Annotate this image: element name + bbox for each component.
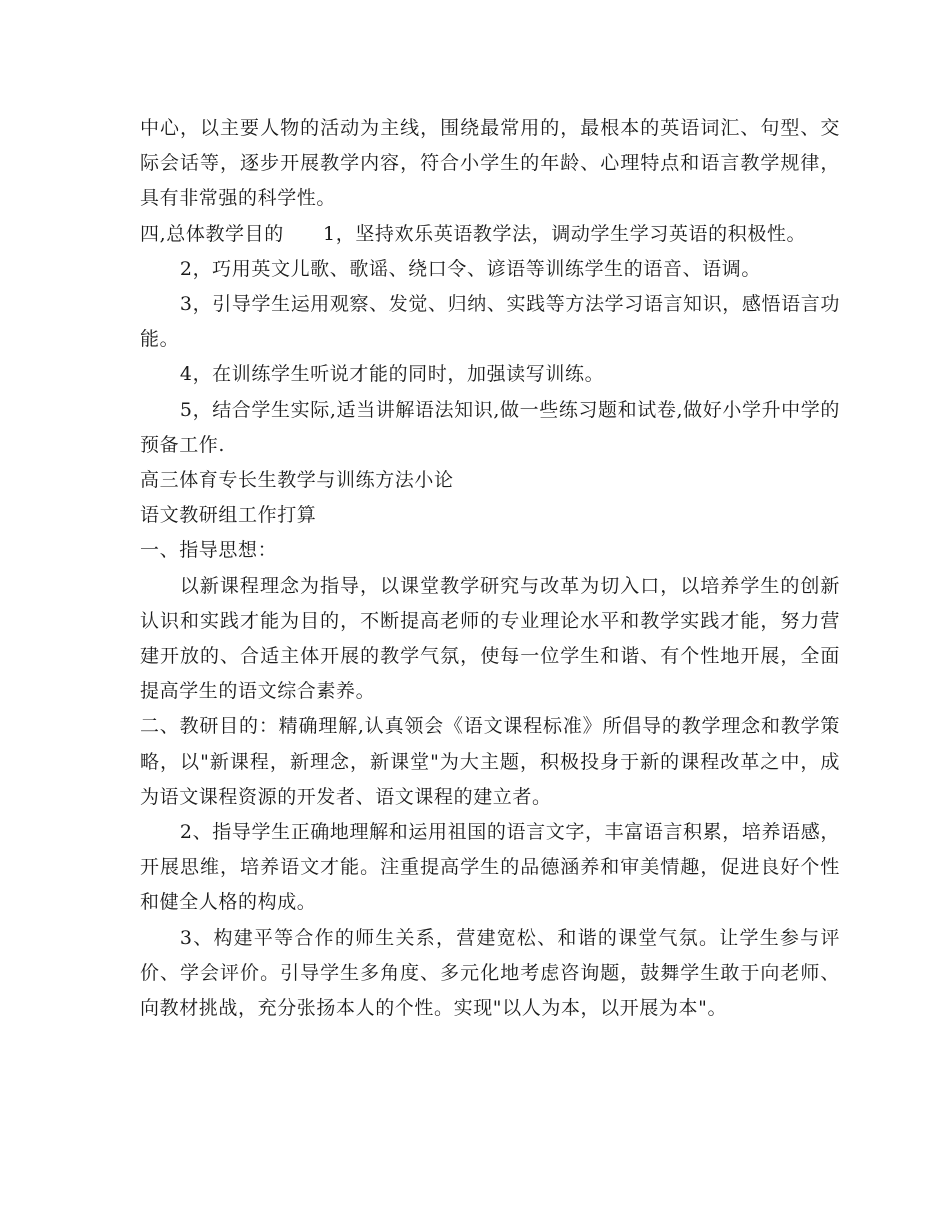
paragraph-continuation: 中心，以主要人物的活动为主线，围绕最常用的，最根本的英语词汇、句型、交际会话等，逐步开展教学内容，符合小学生的年龄、心理特点和语言教学规律，具有非常强的科学性。 [140, 117, 840, 210]
document-page [140, 111, 840, 1026]
heading-guiding-ideology: 一、指导思想： [140, 539, 278, 562]
paragraph-goal-4: 4，在训练学生听说才能的同时，加强读写训练。 [179, 363, 605, 386]
paragraph-research-goal-2: 2、指导学生正确地理解和运用祖国的语言文字，丰富语言积累，培养语感，开展思维，培养语文才能。注重提高学生的品德涵养和审美情趣，促进良好个性和健全人格的构成。 [140, 821, 840, 914]
paragraph-guiding-ideology: 以新课程理念为指导，以课堂教学研究与改革为切入口，以培养学生的创新认识和实践才能为目的，不断提高老师的专业理论水平和教学实践才能，努力营建开放的、合适主体开展的教学气氛，使每一位学生和谐、有个性地开展，全面提高学生的语文综合素养。 [140, 574, 840, 703]
heading-work-plan: 语文教研组工作打算 [140, 504, 317, 527]
paragraph-research-goals: 二、教研目的：精确理解,认真领会《语文课程标准》所倡导的教学理念和教学策略，以"新课程，新理念，新课堂"为大主题，积极投身于新的课程改革之中，成为语文课程资源的开发者、语文课程的建立者。 [140, 715, 840, 808]
paragraph-goal-5: 5，结合学生实际,适当讲解语法知识,做一些练习题和试卷,做好小学升中学的预备工作. [140, 398, 840, 456]
paragraph-goal-3: 3，引导学生运用观察、发觉、归纳、实践等方法学习语言知识，感悟语言功能。 [140, 293, 840, 351]
paragraph-goal-2: 2，巧用英文儿歌、歌谣、绕口令、谚语等训练学生的语音、语调。 [179, 257, 761, 280]
paragraph-research-goal-3: 3、构建平等合作的师生关系，营建宽松、和谐的课堂气氛。让学生参与评价、学会评价。引导学生多角度、多元化地考虑咨询题，鼓舞学生敢于向老师、向教材挑战，充分张扬本人的个性。实现"以人为本，以开展为本"。 [140, 926, 840, 1020]
heading-pe-teaching: 高三体育专长生教学与训练方法小论 [140, 469, 454, 492]
paragraph-section-four-goals: 四,总体教学目的 1，坚持欢乐英语教学法，调动学生学习英语的积极性。 [140, 222, 807, 245]
